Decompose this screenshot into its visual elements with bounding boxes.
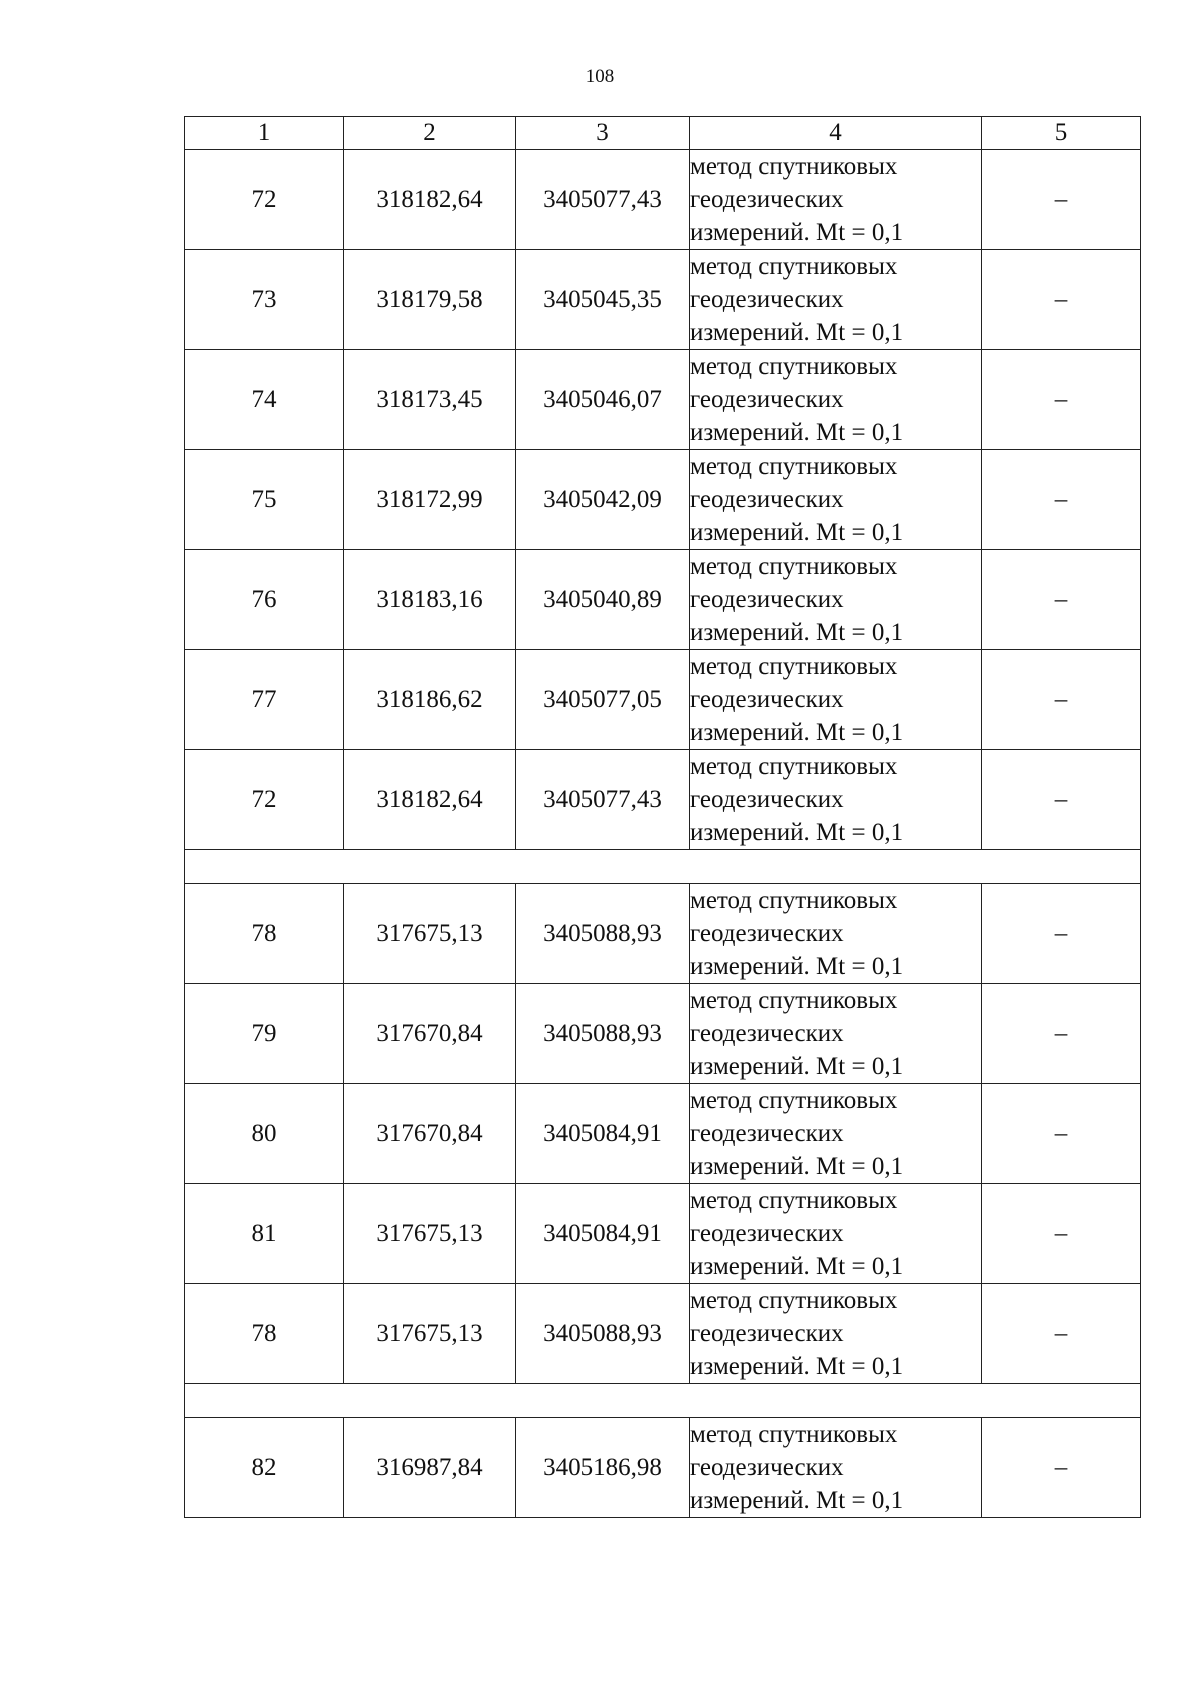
method-line: измерений. Mt = 0,1 [690, 1487, 904, 1514]
method-line: измерений. Mt = 0,1 [690, 1053, 904, 1080]
table-row [185, 1084, 1141, 1184]
table-row [185, 150, 1141, 250]
method-cell [690, 450, 982, 550]
y-coordinate-cell: 3405040,89 [516, 550, 690, 650]
method-line: метод спутниковых [690, 253, 898, 280]
note-cell: – [982, 1184, 1141, 1284]
point-number-cell: 82 [185, 1418, 344, 1518]
note-cell: – [982, 550, 1141, 650]
table-row [185, 1184, 1141, 1284]
method-line: геодезических [690, 386, 844, 413]
method-line: метод спутниковых [690, 987, 898, 1014]
method-line: измерений. Mt = 0,1 [690, 1253, 904, 1280]
method-line: метод спутниковых [690, 1287, 898, 1314]
x-coordinate-cell: 317675,13 [344, 884, 516, 984]
header-cell-4: 4 [690, 117, 982, 150]
table-row [185, 750, 1141, 850]
method-line: метод спутниковых [690, 453, 898, 480]
method-cell [690, 250, 982, 350]
x-coordinate-cell: 318182,64 [344, 750, 516, 850]
table-header-row [185, 117, 1141, 150]
method-cell [690, 984, 982, 1084]
note-cell: – [982, 884, 1141, 984]
method-line: геодезических [690, 1120, 844, 1147]
point-number-cell: 75 [185, 450, 344, 550]
separator-cell [185, 850, 1141, 884]
method-cell [690, 750, 982, 850]
method-cell [690, 1084, 982, 1184]
method-line: метод спутниковых [690, 653, 898, 680]
x-coordinate-cell: 318172,99 [344, 450, 516, 550]
point-number-cell: 74 [185, 350, 344, 450]
method-cell [690, 550, 982, 650]
y-coordinate-cell: 3405042,09 [516, 450, 690, 550]
method-line: измерений. Mt = 0,1 [690, 719, 904, 746]
method-line: геодезических [690, 786, 844, 813]
coordinates-table [184, 116, 1141, 1518]
method-line: измерений. Mt = 0,1 [690, 419, 904, 446]
y-coordinate-cell: 3405046,07 [516, 350, 690, 450]
method-line: измерений. Mt = 0,1 [690, 819, 904, 846]
method-line: метод спутниковых [690, 553, 898, 580]
x-coordinate-cell: 316987,84 [344, 1418, 516, 1518]
point-number-cell: 76 [185, 550, 344, 650]
x-coordinate-cell: 318179,58 [344, 250, 516, 350]
method-line: метод спутниковых [690, 1087, 898, 1114]
method-line: метод спутниковых [690, 1421, 898, 1448]
note-cell: – [982, 150, 1141, 250]
x-coordinate-cell: 317675,13 [344, 1284, 516, 1384]
point-number-cell: 77 [185, 650, 344, 750]
method-cell [690, 1184, 982, 1284]
method-line: геодезических [690, 1454, 844, 1481]
method-line: измерений. Mt = 0,1 [690, 319, 904, 346]
x-coordinate-cell: 317670,84 [344, 984, 516, 1084]
header-cell-2: 2 [344, 117, 516, 150]
point-number-cell: 72 [185, 150, 344, 250]
y-coordinate-cell: 3405077,43 [516, 750, 690, 850]
y-coordinate-cell: 3405186,98 [516, 1418, 690, 1518]
note-cell: – [982, 1418, 1141, 1518]
x-coordinate-cell: 318183,16 [344, 550, 516, 650]
method-line: геодезических [690, 920, 844, 947]
table-row [185, 350, 1141, 450]
method-line: метод спутниковых [690, 353, 898, 380]
header-cell-1: 1 [185, 117, 344, 150]
note-cell: – [982, 1284, 1141, 1384]
method-cell [690, 1284, 982, 1384]
point-number-cell: 80 [185, 1084, 344, 1184]
method-line: измерений. Mt = 0,1 [690, 619, 904, 646]
method-line: геодезических [690, 586, 844, 613]
header-cell-5: 5 [982, 117, 1141, 150]
method-line: геодезических [690, 1020, 844, 1047]
method-cell [690, 650, 982, 750]
method-line: геодезических [690, 486, 844, 513]
method-cell [690, 150, 982, 250]
table-row [185, 650, 1141, 750]
note-cell: – [982, 650, 1141, 750]
method-cell [690, 1418, 982, 1518]
table-row [185, 250, 1141, 350]
x-coordinate-cell: 318182,64 [344, 150, 516, 250]
note-cell: – [982, 250, 1141, 350]
y-coordinate-cell: 3405088,93 [516, 884, 690, 984]
table-row [185, 884, 1141, 984]
table-body [185, 117, 1141, 1518]
y-coordinate-cell: 3405084,91 [516, 1184, 690, 1284]
x-coordinate-cell: 317675,13 [344, 1184, 516, 1284]
note-cell: – [982, 750, 1141, 850]
point-number-cell: 79 [185, 984, 344, 1084]
separator-row [185, 1384, 1141, 1418]
note-cell: – [982, 350, 1141, 450]
method-line: измерений. Mt = 0,1 [690, 219, 904, 246]
y-coordinate-cell: 3405088,93 [516, 984, 690, 1084]
method-line: метод спутниковых [690, 753, 898, 780]
table-row [185, 1284, 1141, 1384]
method-line: метод спутниковых [690, 1187, 898, 1214]
y-coordinate-cell: 3405045,35 [516, 250, 690, 350]
method-line: измерений. Mt = 0,1 [690, 1353, 904, 1380]
note-cell: – [982, 1084, 1141, 1184]
note-cell: – [982, 984, 1141, 1084]
note-cell: – [982, 450, 1141, 550]
x-coordinate-cell: 318186,62 [344, 650, 516, 750]
point-number-cell: 78 [185, 884, 344, 984]
method-cell [690, 350, 982, 450]
method-line: измерений. Mt = 0,1 [690, 1153, 904, 1180]
page-number: 108 [585, 66, 615, 87]
method-line: метод спутниковых [690, 887, 898, 914]
x-coordinate-cell: 318173,45 [344, 350, 516, 450]
y-coordinate-cell: 3405077,05 [516, 650, 690, 750]
separator-row [185, 850, 1141, 884]
y-coordinate-cell: 3405077,43 [516, 150, 690, 250]
point-number-cell: 73 [185, 250, 344, 350]
x-coordinate-cell: 317670,84 [344, 1084, 516, 1184]
method-line: геодезических [690, 286, 844, 313]
method-line: метод спутниковых [690, 153, 898, 180]
method-line: геодезических [690, 1320, 844, 1347]
method-line: геодезических [690, 686, 844, 713]
point-number-cell: 72 [185, 750, 344, 850]
method-line: геодезических [690, 1220, 844, 1247]
y-coordinate-cell: 3405088,93 [516, 1284, 690, 1384]
y-coordinate-cell: 3405084,91 [516, 1084, 690, 1184]
table-row [185, 1418, 1141, 1518]
method-line: измерений. Mt = 0,1 [690, 519, 904, 546]
method-cell [690, 884, 982, 984]
table-row [185, 450, 1141, 550]
point-number-cell: 81 [185, 1184, 344, 1284]
table-row [185, 984, 1141, 1084]
separator-cell [185, 1384, 1141, 1418]
header-cell-3: 3 [516, 117, 690, 150]
method-line: геодезических [690, 186, 844, 213]
method-line: измерений. Mt = 0,1 [690, 953, 904, 980]
point-number-cell: 78 [185, 1284, 344, 1384]
table-row [185, 550, 1141, 650]
